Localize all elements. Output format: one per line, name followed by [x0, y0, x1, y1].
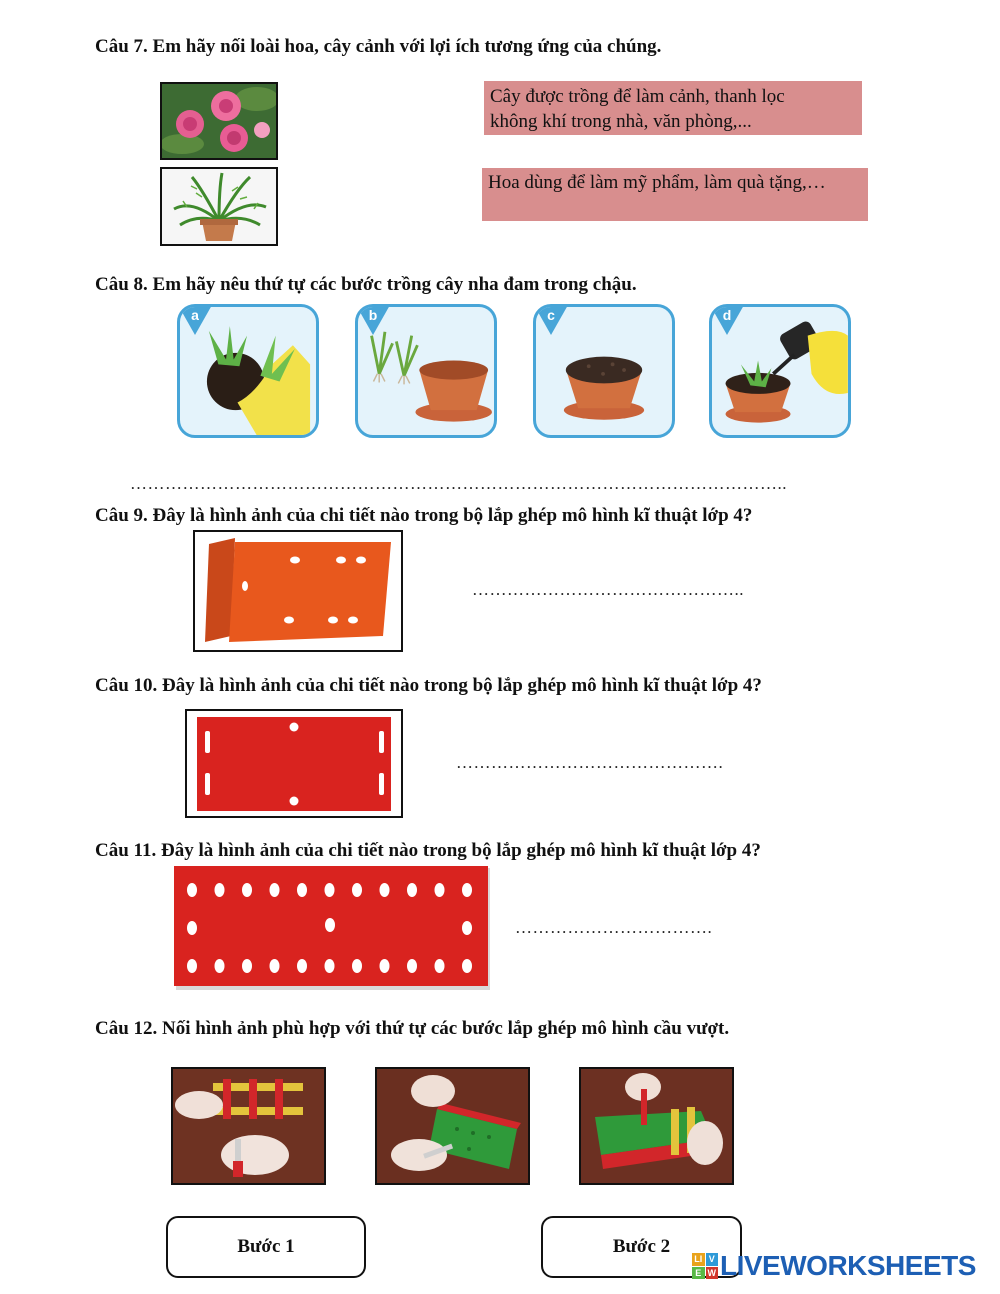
question-11-title: Câu 11. Đây là hình ảnh của chi tiết nào trong bộ lắp ghép mô hình kĩ thuật lớp 4?: [95, 840, 761, 861]
assembly-photo-1[interactable]: [171, 1067, 326, 1185]
step-label-d: [710, 305, 744, 335]
benefit-box-ornamental-line2: không khí trong nhà, văn phòng,...: [490, 111, 752, 132]
svg-text:b: b: [368, 307, 378, 323]
step-card-d: [709, 304, 851, 438]
step-card-c: [533, 304, 675, 438]
svg-text:a: a: [191, 307, 199, 323]
rose-image: [160, 82, 278, 160]
step-label-c: [534, 305, 568, 335]
benefit-box-ornamental-line1: Cây được trồng để làm cảnh, thanh lọc: [490, 86, 785, 107]
assembly-photo-3[interactable]: [579, 1067, 734, 1185]
step-card-b: [355, 304, 497, 438]
benefit-box-ornamental: [484, 81, 862, 135]
question-8-answer-line[interactable]: …………………………………………………………………………………………………..: [130, 474, 787, 493]
small-plate-part-image: [185, 709, 403, 818]
question-11-answer-line[interactable]: …………………………….: [515, 918, 713, 937]
step-2-target[interactable]: Bước 2: [541, 1216, 742, 1278]
step-label-b: [356, 305, 390, 335]
benefit-box-cosmetics: Hoa dùng để làm mỹ phẩm, làm quà tặng,…: [482, 168, 868, 221]
angled-plate-part-image: [193, 530, 403, 652]
step-label-a: [178, 305, 212, 335]
liveworksheets-logo-text: LIVEWORKSHEETS: [720, 1250, 976, 1281]
question-10-answer-line[interactable]: ……………………………………….: [456, 753, 724, 772]
svg-text:d: d: [722, 307, 732, 323]
svg-text:c: c: [547, 307, 555, 323]
step-card-a: [177, 304, 319, 438]
assembly-photo-2[interactable]: [375, 1067, 530, 1185]
question-7-title: Câu 7. Em hãy nối loài hoa, cây cảnh với lợi ích tương ứng của chúng.: [95, 36, 662, 57]
question-12-title: Câu 12. Nối hình ảnh phù hợp với thứ tự các bước lắp ghép mô hình cầu vượt.: [95, 1018, 730, 1039]
step-1-target[interactable]: Bước 1: [166, 1216, 366, 1278]
fern-plant-image: [160, 167, 278, 246]
question-9-answer-line[interactable]: ………………………………………..: [472, 580, 744, 599]
question-8-title: Câu 8. Em hãy nêu thứ tự các bước trồng cây nha đam trong chậu.: [95, 274, 637, 295]
liveworksheets-logo-icon: LI V E W: [692, 1253, 718, 1279]
question-10-title: Câu 10. Đây là hình ảnh của chi tiết nào trong bộ lắp ghép mô hình kĩ thuật lớp 4?: [95, 675, 762, 696]
question-9-title: Câu 9. Đây là hình ảnh của chi tiết nào trong bộ lắp ghép mô hình kĩ thuật lớp 4?: [95, 505, 753, 526]
large-plate-part-image: [172, 864, 492, 992]
liveworksheets-logo: [692, 1250, 976, 1282]
